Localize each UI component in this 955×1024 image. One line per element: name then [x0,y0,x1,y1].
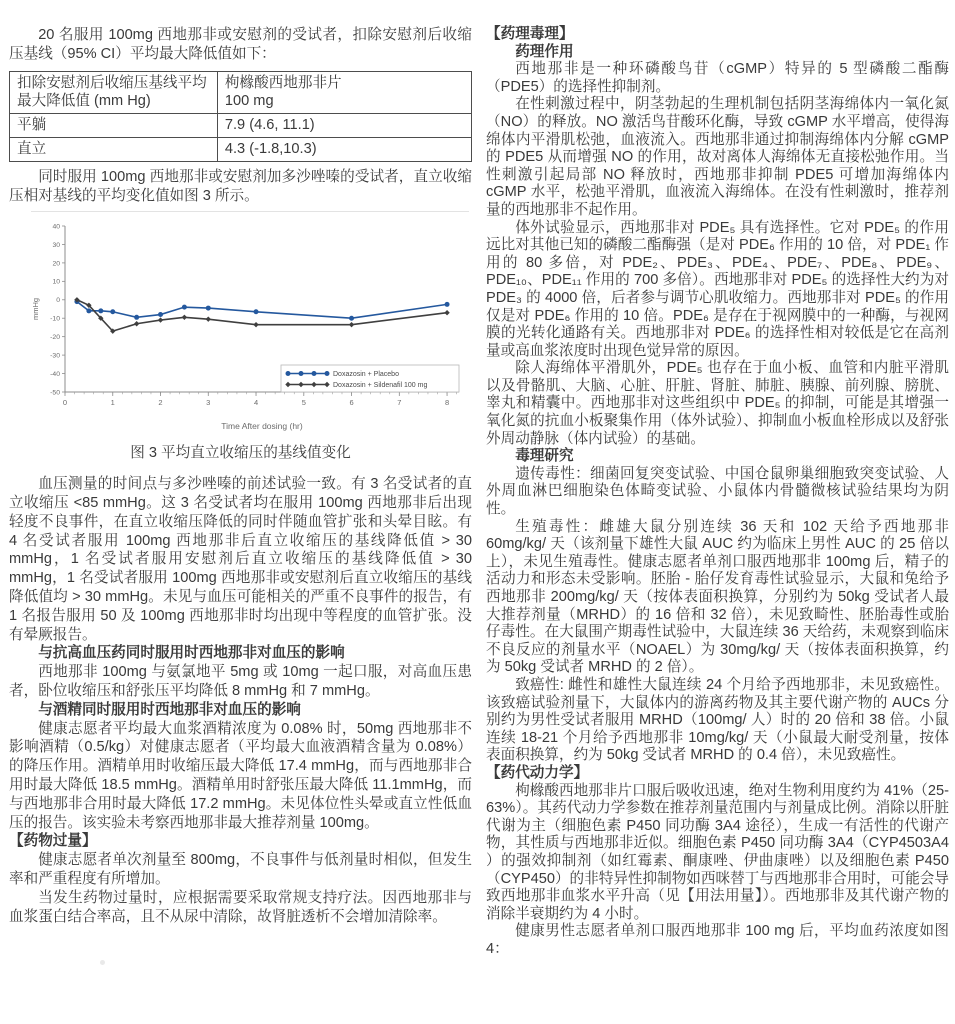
heading-pharmacology-toxicology: 【药理毒理】 [486,26,574,42]
figure3-svg [31,214,467,436]
table-cell-standing-label: 直立 [10,137,218,161]
svg-text:8: 8 [444,398,450,408]
paragraph-figure4-intro: 健康男性志愿者单剂口服西地那非 100 mg 后，平均血药浓度如图 4： [486,923,949,957]
table-row [10,137,472,161]
svg-text:2: 2 [158,398,163,408]
paragraph-genotoxicity: 遗传毒性：细菌回复突变试验、中国仓鼠卵巢细胞致突变试验、人外周血淋巴细胞染色体畸变试验、小鼠体内骨髓微核试验结果均为阴性。 [486,465,949,518]
paragraph-amlodipine: 西地那非 100mg 与氨氯地平 5mg 或 10mg 一起口服，对高血压患者，卧位收缩压和舒张压平均降低 8 mmHg 和 7 mmHg。 [9,664,472,699]
paragraph-subtracted-placebo: 20 名服用 100mg 西地那非或安慰剂的受试者，扣除安慰剂后收缩压基线（95% CI）平均最大降低值如下： [9,27,472,62]
svg-text:4: 4 [253,398,259,408]
table-header-drug-line1: 枸橼酸西地那非片 [224,74,342,91]
paragraph-selectivity: 体外试验显示，西地那非对 PDE₅ 具有选择性。它对 PDE₅ 的作用远比对其他已知的磷酸二酯酶强（是对 PDE₆ 作用的 10 倍，对 PDE₁ 作用的 80 多倍，对 PDE₂、PDE₃、PDE₄、PDE₇、PDE₈、PDE₉、PDE₁₀、PDE₁₁ 作用的 700 多倍）。西地那非对 PDE₅ 的选择性大约为对 PDE₃ 的 4000 倍，后者参与调节心肌收缩力。西地那非对 PDE₅ 的作用仅是对 PDE₆ 作用的 10 倍。PDE₆ 是存在于视网膜中的一种酶，与视网膜的光转化通路有关。西地那非对 PDE₆ 的选择性相对较低是它在高剂量或高血浆浓度时出现色觉异常的原因。 [486,219,949,359]
figure3 [31,211,469,436]
svg-text:-40: -40 [50,371,60,379]
subheading-antihypertensive: 与抗高血压药同时服用时西地那非对血压的影响 [38,645,345,662]
table-row [10,114,472,138]
svg-text:0: 0 [56,297,60,305]
paragraph-reproductive-toxicity: 生殖毒性：雌雄大鼠分别连续 36 天和 102 天给予西地那非 60mg/kg/ 天（该剂量下雄性大鼠 AUC 约为临床上男性 AUC 的 25 倍以上），未见生殖毒性。健康志愿者单剂口服西地那非 100mg 后，精子的活动力和形态未受影响。胚胎 - 胎仔发育毒性试验显示，大鼠和兔给予西地那非 200mg/kg/ 天（按体表面积换算，分别约为 50kg 受试者人最大推荐剂量（MRHD）的 16 倍和 32 倍），未见致畸性、胚胎毒性或胎仔毒性。在大鼠围产期毒性试验中，大鼠连续 36 天给药，未观察到临床不良反应的剂量水平（NOAEL）为 30mg/kg/ 天（按体表面积换算，约为 50kg 受试者 MRHD 的 2 倍）。 [486,518,949,676]
paragraph-overdose-2: 当发生药物过量时，应根据需要采取常规支持疗法。因西地那非与血浆蛋白结合率高，且不从尿中清除，故肾脏透析不会增加清除率。 [9,889,472,925]
svg-text:0: 0 [62,398,68,408]
svg-text:mmHg: mmHg [31,298,40,321]
table-header-drug [217,71,471,114]
figure3-chart [31,214,469,436]
table-cell-standing-value: 4.3 (-1.8,10.3) [217,137,471,161]
heading-pharmacokinetics: 【药代动力学】 [486,764,589,781]
svg-text:30: 30 [52,242,60,250]
svg-text:-30: -30 [50,352,60,360]
paragraph-carcinogenicity: 致癌性: 雌性和雄性大鼠连续 24 个月给予西地那非，未见致癌性。该致癌试验剂量下，大鼠体内的游离药物及其主要代谢产物的 AUCs 分别约为男性受试者服用 MRHD（100mg/ 人）时的 20 倍和 38 倍。小鼠连续 18-21 个月给予西地那非 10mg/kg/ 天（小鼠最大耐受剂量，按体表面积换算，约为 50kg 受试者 MRHD 的 0.4 倍），未见致癌性。 [486,676,949,764]
svg-text:Time After dosing (hr): Time After dosing (hr) [221,421,303,432]
heading-overdose: 【药物过量】 [9,833,97,850]
paragraph-distribution: 除人海绵体平滑肌外，PDE₅ 也存在于血小板、血管和内脏平滑肌以及骨骼肌、大脑、心脏、肝脏、肾脏、肺脏、胰腺、前列腺、膀胱、睾丸和精囊中。西地那非对这些组织中 PDE₅ 的抑制，可能是其增强一氧化氮的抗血小板聚集作用（体外试验）、抑制血小板血栓形成以及舒张外周动静脉（体内试验）的基础。 [486,360,949,447]
svg-text:Doxazosin + Placebo: Doxazosin + Placebo [333,371,399,379]
svg-text:7: 7 [397,398,402,408]
svg-text:-20: -20 [50,334,60,342]
svg-text:10: 10 [52,279,60,287]
paragraph-doxazosin: 同时服用 100mg 西地那非或安慰剂加多沙唑嗪的受试者，直立收缩压相对基线的平均变化值如图 3 所示。 [9,168,472,204]
svg-text:Doxazosin + Sildenafil 100 mg: Doxazosin + Sildenafil 100 mg [333,382,428,390]
figure3-caption: 图 3 平均直立收缩压的基线值变化 [130,445,351,462]
paragraph-mechanism: 在性刺激过程中，阴茎勃起的生理机制包括阴茎海绵体内一氧化氮（NO）的释放。NO 激活鸟苷酸环化酶，导致 cGMP 水平增高，使得海绵体内平滑肌松弛，血液流入。西地那非通过抑制海绵体内分解 cGMP 的 PDE5 从而增强 NO 的作用，故对离体人海绵体无直接松弛作用。当性刺激引起局部 NO 释放时，西地那非抑制 PDE5 可增加海绵体内 cGMP 水平，松弛平滑肌，血液流入海绵体。在没有性刺激时，推荐剂量的西地那非不起作用。 [486,96,949,218]
bp-reduction-table [9,71,472,162]
subheading-toxicology-research: 毒理研究 [515,448,574,465]
table-cell-supine-label: 平躺 [10,114,218,138]
table-header-drug-line2: 100 mg [224,93,274,110]
svg-text:-50: -50 [50,389,60,397]
svg-text:40: 40 [52,223,60,231]
subheading-pharmacological-action: 药理作用 [515,43,574,60]
svg-text:-10: -10 [50,315,60,323]
svg-text:1: 1 [110,398,115,408]
svg-text:3: 3 [206,398,211,408]
table-header-metric: 扣除安慰剂后收缩压基线平均最大降低值 (mm Hg) [10,71,218,114]
svg-text:6: 6 [349,398,354,408]
paragraph-bp-measurements: 血压测量的时间点与多沙唑嗪的前述试验一致。有 3 名受试者的直立收缩压 <85 mmHg。这 3 名受试者均在服用 100mg 西地那非后出现轻度不良事件，在直立收缩压降低的同时伴随血管扩张和头晕目眩。有 4 名受试者服用 100mg 西地那非后直立收缩压的基线降低值 > 30 mmHg，1 名受试者服用安慰剂后直立收缩压的基线降低值 > 30 mmHg，1 名受试者服用 100mg 西地那非或安慰剂后直立收缩压的基线降低值均 > 30 mmHg。未见与血压可能相关的严重不良事件的报告，有 1 名报告服用 50 及 100mg 西地那非时均出现中等程度的血管扩张。没有晕厥报告。 [9,476,472,643]
scan-artifact-dot [100,960,105,965]
paragraph-pharmacokinetics: 枸橼酸西地那非片口服后吸收迅速，绝对生物利用度约为 41%（25-63%）。其药代动力学参数在推荐剂量范围内与剂量成比例。消除以肝脏代谢为主（细胞色素 P450 同功酶 3A4 途径），生成一有活性的代谢产物，其性质与西地那非近似。细胞色素 P450 同功酶 3A4（CYP4503A4 ）的强效抑制剂（如红霉素、酮康唑、伊曲康唑）以及细胞色素 P450（CYP450）的非特异性抑制物如西咪替丁与西地那非合用时，可能会导致西地那非血浆水平升高（见【用法用量】）。西地那非及其代谢产物的消除半衰期约为 4 小时。 [486,782,949,922]
left-column [9,26,472,958]
svg-text:20: 20 [52,260,60,268]
table-cell-supine-value: 7.9 (4.6, 11.1) [217,114,471,138]
paragraph-overdose-1: 健康志愿者单次剂量至 800mg，不良事件与低剂量时相似，但发生率和严重程度有所增加。 [9,852,472,887]
subheading-alcohol: 与酒精同时服用时西地那非对血压的影响 [38,701,301,718]
svg-text:5: 5 [301,398,306,408]
table-header-row [10,71,472,114]
paragraph-alcohol: 健康志愿者平均最大血浆酒精浓度为 0.08% 时，50mg 西地那非不影响酒精（0.5/kg）对健康志愿者（平均最大血液酒精含量为 0.08%）的降压作用。酒精单用时收缩压最大降低 17.4 mmHg，而与西地那非合用时最大降低 18.5 mmHg。酒精单用时舒张压最大降低 11.1mmHg，而与西地那非合用时最大降低 17.2 mmHg。未见体位性头晕或直立性低血压的报告。该实验未考察西地那非最大推荐剂量 100mg。 [9,720,472,831]
right-column [486,26,949,958]
paragraph-pde5-intro: 西地那非是一种环磷酸鸟苷（cGMP）特异的 5 型磷酸二酯酶（PDE5）的选择性抑制剂。 [486,61,949,95]
